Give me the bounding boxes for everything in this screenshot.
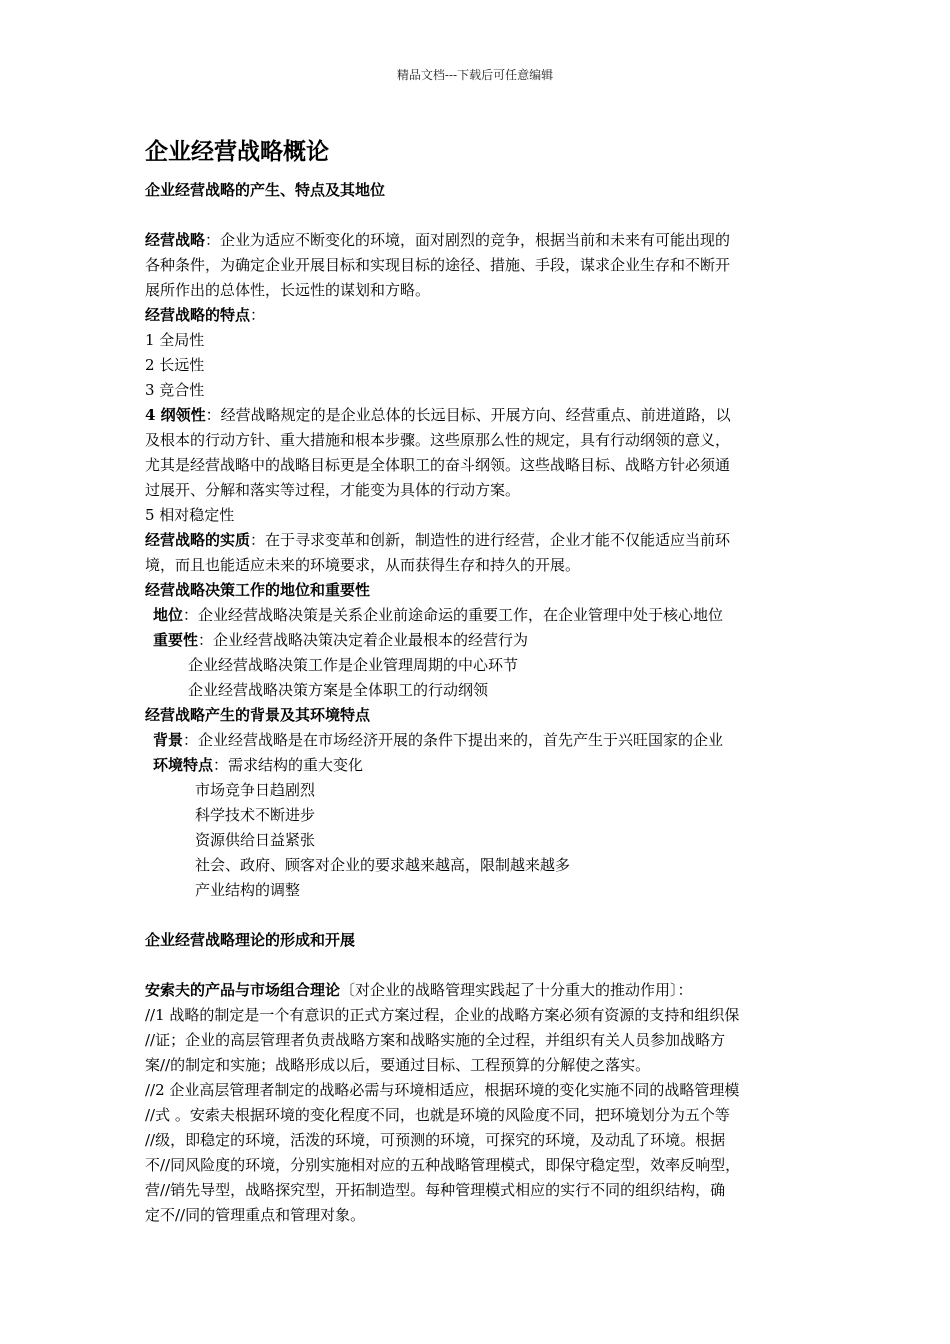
- list-item: 社会、政府、顾客对企业的要求越来越高，限制越来越多: [195, 856, 571, 874]
- section-heading: 企业经营战略的产生、特点及其地位: [145, 181, 386, 199]
- paragraph-line: 及根本的行动方针、重大措施和根本步骤。这些原那么性的规定，具有行动纲领的意义，: [145, 431, 731, 449]
- paragraph-line: //证；企业的高层管理者负责战略方案和战略实施的全过程，并组织有关人员参加战略方: [145, 1031, 726, 1049]
- list-item: 科学技术不断进步: [195, 806, 316, 824]
- term-label: 经营战略: [145, 231, 206, 249]
- paragraph-line: 定不//同的管理重点和管理对象。: [145, 1206, 366, 1224]
- paragraph-line: [145, 228, 820, 253]
- list-item: 5 相对稳定性: [145, 506, 235, 524]
- paragraph-text: ：: [250, 306, 266, 324]
- list-item: 1 全局性: [145, 331, 205, 349]
- list-item: 企业经营战略决策方案是全体职工的行动纲领: [188, 681, 489, 699]
- paragraph-line: 营//销先导型，战略探究型，开拓制造型。每种管理模式相应的实行不同的组织结构，确: [145, 1181, 726, 1199]
- paragraph-line: //式 。安索夫根据环境的变化程度不同，也就是环境的风险度不同，把环境划分为五个等: [145, 1106, 730, 1124]
- blank-line: [145, 953, 820, 978]
- subsection-heading: 经营战略产生的背景及其环境特点: [145, 706, 371, 724]
- paragraph-line: 展所作出的总体性，长远性的谋划和方略。: [145, 281, 431, 299]
- blank-line: [145, 203, 820, 228]
- term-label: 地位: [153, 606, 184, 624]
- list-item: 2 长远性: [145, 356, 205, 374]
- paragraph-line: [145, 753, 820, 778]
- paragraph-text: ：需求结构的重大变化: [213, 756, 364, 774]
- section-heading: 企业经营战略理论的形成和开展: [145, 931, 356, 949]
- term-label: 经营战略的实质: [145, 531, 251, 549]
- subsection-heading: 经营战略决策工作的地位和重要性: [145, 581, 371, 599]
- paragraph-text: ：企业经营战略是在市场经济开展的条件下提出来的，首先产生于兴旺国家的企业: [183, 731, 724, 749]
- paragraph-text: 〔对企业的战略管理实践起了十分重大的推动作用〕：: [340, 981, 693, 999]
- paragraph-line: 尤其是经营战略中的战略目标更是全体职工的奋斗纲领。这些战略目标、战略方针必须通: [145, 456, 731, 474]
- paragraph-line: //2 企业高层管理者制定的战略必需与环境相适应，根据环境的变化实施不同的战略管理模: [145, 1081, 740, 1099]
- paragraph-line: 案//的制定和实施；战略形成以后，要通过目标、工程预算的分解使之落实。: [145, 1056, 651, 1074]
- list-item: 3 竞合性: [145, 381, 205, 399]
- list-item: [145, 403, 820, 428]
- paragraph-line: //级，即稳定的环境，活泼的环境，可预测的环境，可探究的环境，及动乱了环境。根据: [145, 1131, 726, 1149]
- paragraph-line: [145, 978, 820, 1003]
- paragraph-line: //1 战略的制定是一个有意识的正式方案过程，企业的战略方案必须有资源的支持和组织保: [145, 1006, 740, 1024]
- document-title: 企业经营战略概论: [145, 138, 329, 165]
- paragraph-text: ：企业为适应不断变化的环境，面对剧烈的竞争，根据当前和未来有可能出现的: [205, 231, 731, 249]
- paragraph-line: [145, 528, 820, 553]
- term-label: 环境特点: [153, 756, 214, 774]
- paragraph-line: 境，而且也能适应未来的环境要求，从而获得生存和持久的开展。: [145, 556, 581, 574]
- paragraph-line: 不//同风险度的环境，分别实施相对应的五种战略管理模式，即保守稳定型，效率反响型，: [145, 1156, 741, 1174]
- term-label: 4 纲领性: [145, 406, 206, 424]
- paragraph-text: ：经营战略规定的是企业总体的长远目标、开展方向、经营重点、前进道路，以: [205, 406, 731, 424]
- paragraph-line: [145, 303, 820, 328]
- list-item: 产业结构的调整: [195, 881, 301, 899]
- paragraph-text: ：企业经营战略决策是关系企业前途命运的重要工作，在企业管理中处于核心地位: [183, 606, 724, 624]
- paragraph-line: 过展开、分解和落实等过程，才能变为具体的行动方案。: [145, 481, 521, 499]
- blank-line: [145, 903, 820, 928]
- paragraph-text: ：在于寻求变革和创新，制造性的进行经营，企业才能不仅能适应当前环: [250, 531, 731, 549]
- list-item: 企业经营战略决策工作是企业管理周期的中心环节: [188, 656, 519, 674]
- term-label: 重要性: [153, 631, 199, 649]
- paragraph-text: ：企业经营战略决策决定着企业最根本的经营行为: [198, 631, 529, 649]
- paragraph-line: 各种条件，为确定企业开展目标和实现目标的途径、措施、手段，谋求企业生存和不断开: [145, 256, 731, 274]
- term-label: 背景: [153, 731, 184, 749]
- paragraph-line: [145, 628, 820, 653]
- list-item: 市场竞争日趋剧烈: [195, 781, 316, 799]
- document-body: [145, 178, 820, 1228]
- term-label: 安索夫的产品与市场组合理论: [145, 981, 341, 999]
- page-header: 精品文档---下载后可任意编辑: [396, 68, 554, 82]
- term-label: 经营战略的特点: [145, 306, 251, 324]
- paragraph-line: [145, 603, 820, 628]
- paragraph-line: [145, 728, 820, 753]
- list-item: 资源供给日益紧张: [195, 831, 316, 849]
